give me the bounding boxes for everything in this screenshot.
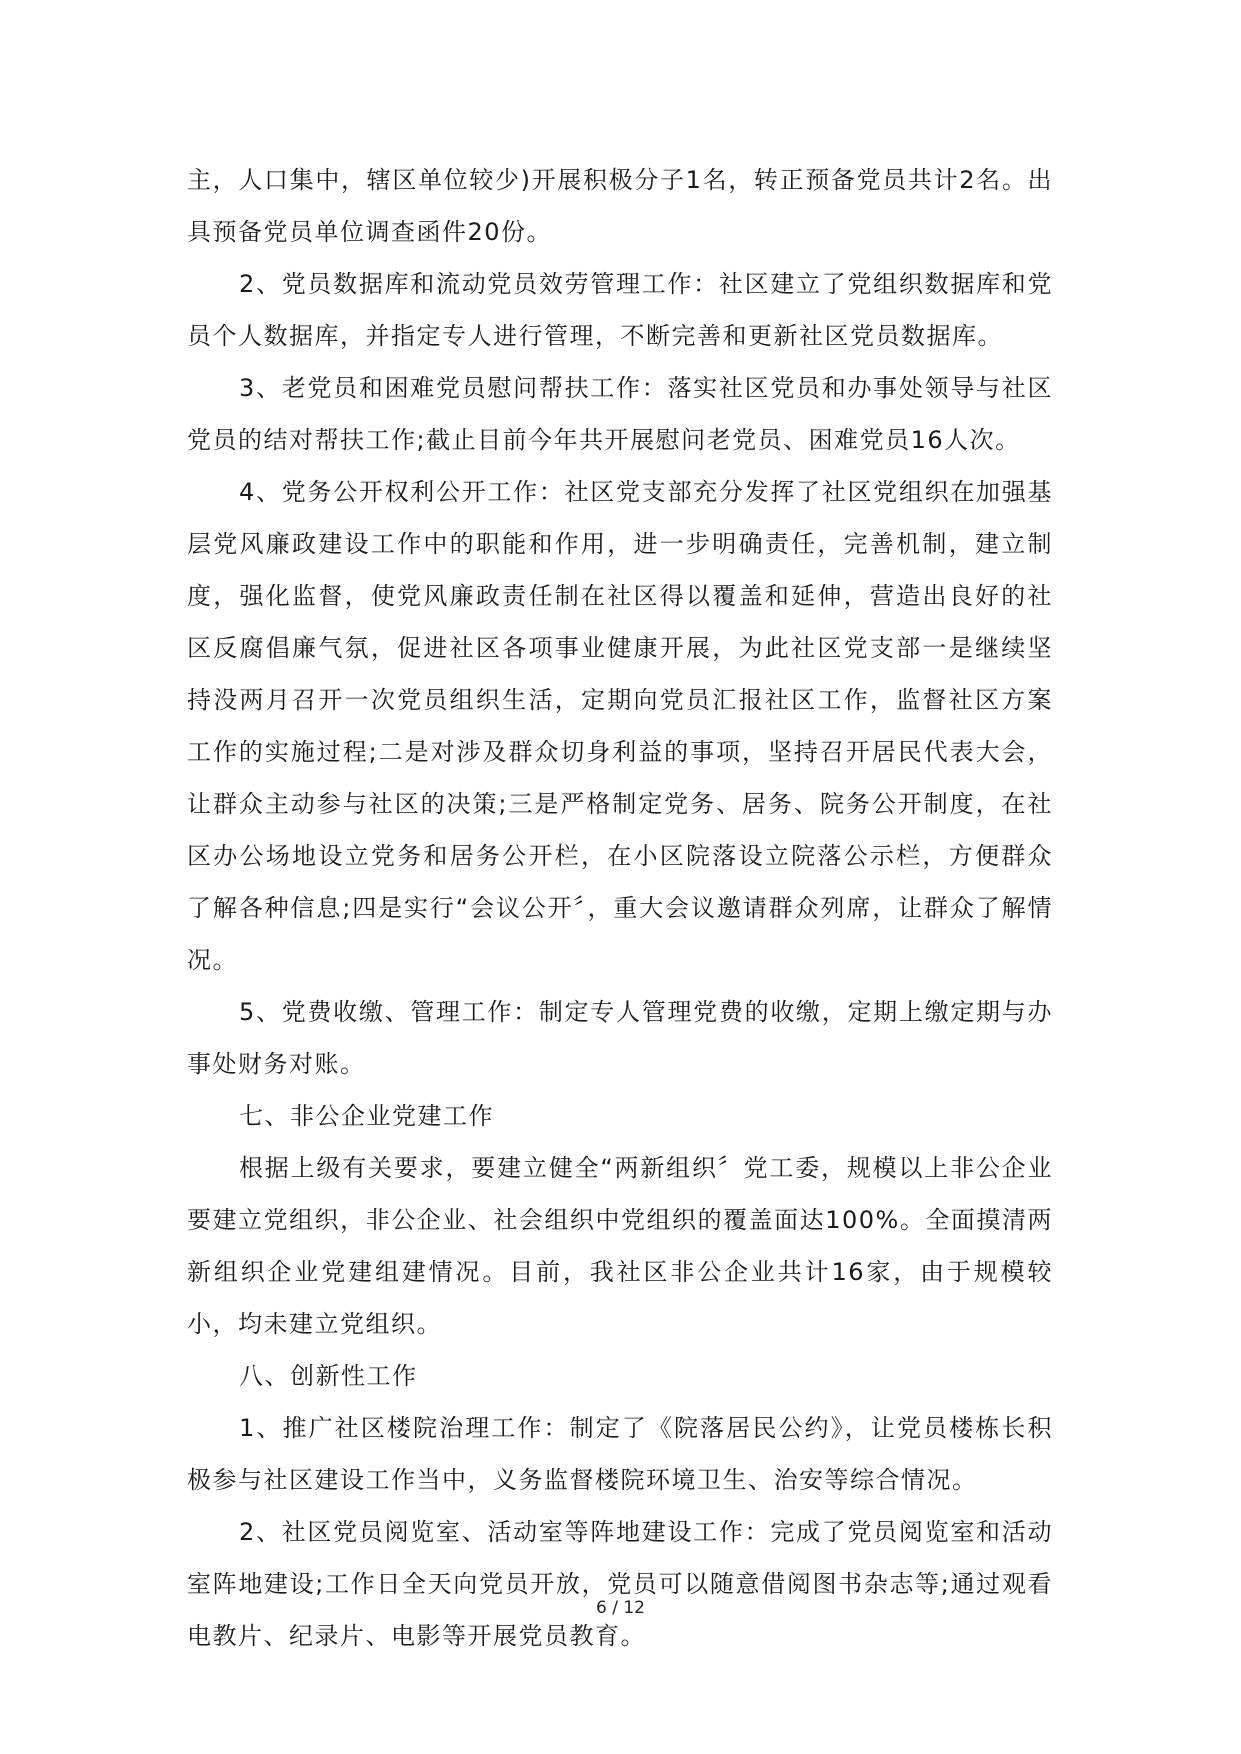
paragraph-1: 主，人口集中，辖区单位较少)开展积极分子1名，转正预备党员共计2名。出具预备党员单位调查函件20份。 (187, 166, 1053, 246)
section-heading-8: 八、创新性工作 (239, 1362, 418, 1390)
paragraph-2: 2、党员数据库和流动党员效劳管理工作：社区建立了党组织数据库和党员个人数据库，并指定专人进行管理，不断完善和更新社区党员数据库。 (187, 270, 1053, 350)
paragraph-5: 5、党费收缴、管理工作：制定专人管理党费的收缴，定期上缴定期与办事处财务对账。 (187, 998, 1053, 1078)
paragraph-4: 4、党务公开权利公开工作：社区党支部充分发挥了社区党组织在加强基层党风廉政建设工作中的职能和作用，进一步明确责任，完善机制，建立制度，强化监督，使党风廉政责任制在社区得以覆盖和延伸，营造出良好的社区反腐倡廉气氛，促进社区各项事业健康开展，为此社区党支部一是继续坚持没两月召开一次党员组织生活，定期向党员汇报社区工作，监督社区方案工作的实施过程;二是对涉及群众切身利益的事项，坚持召开居民代表大会，让群众主动参与社区的决策;三是严格制定党务、居务、院务公开制度，在社区办公场地设立党务和居务公开栏，在小区院落设立院落公示栏，方便群众了解各种信息;四是实行“会议公开〞，重大会议邀请群众列席，让群众了解情况。 (187, 478, 1053, 974)
document-body (187, 154, 1053, 1662)
paragraph-8: 2、社区党员阅览室、活动室等阵地建设工作：完成了党员阅览室和活动室阵地建设;工作日全天向党员开放，党员可以随意借阅图书杂志等;通过观看电教片、纪录片、电影等开展党员教育。 (187, 1518, 1053, 1650)
section-heading-7: 七、非公企业党建工作 (239, 1102, 494, 1130)
paragraph-3: 3、老党员和困难党员慰问帮扶工作：落实社区党员和办事处领导与社区党员的结对帮扶工作;截止目前今年共开展慰问老党员、困难党员16人次。 (187, 374, 1053, 454)
paragraph-6: 根据上级有关要求，要建立健全“两新组织〞党工委，规模以上非公企业要建立党组织，非公企业、社会组织中党组织的覆盖面达100%。全面摸清两新组织企业党建组建情况。目前，我社区非公企业共计16家，由于规模较小，均未建立党组织。 (187, 1154, 1053, 1338)
paragraph-7: 1、推广社区楼院治理工作：制定了《院落居民公约》，让党员楼栋长积极参与社区建设工作当中，义务监督楼院环境卫生、治安等综合情况。 (187, 1414, 1053, 1494)
page-number: 6 / 12 (596, 1598, 645, 1618)
